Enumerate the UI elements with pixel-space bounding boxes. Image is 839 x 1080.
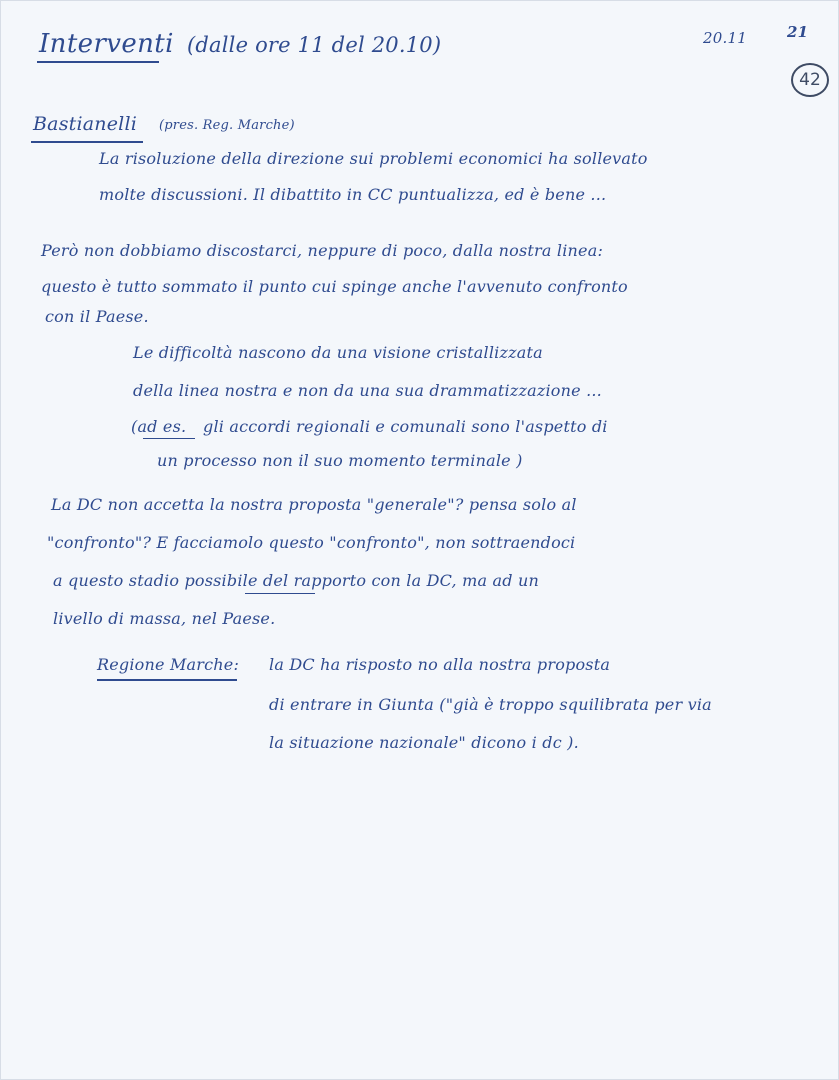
paragraph-line: la situazione nazionale" dicono i dc ).	[269, 733, 579, 752]
paragraph-line: livello di massa, nel Paese.	[53, 609, 276, 628]
title-note: (dalle ore 11 del 20.10)	[187, 33, 442, 57]
title-underline	[37, 61, 159, 63]
paragraph-line: molte discussioni. Il dibattito in CC puntualizza, ed è bene ...	[99, 185, 607, 204]
circled-number-text: 42	[799, 70, 821, 90]
speaker-role: (pres. Reg. Marche)	[159, 118, 295, 133]
paragraph-line: la DC ha risposto no alla nostra proposta	[269, 655, 611, 674]
paragraph-line: un processo non il suo momento terminale )	[157, 451, 523, 470]
page-mark: 21	[787, 23, 809, 41]
paragraph-line: gli accordi regionali e comunali sono l'aspetto di	[203, 417, 608, 436]
paragraph-line-example-label: (ad es.	[131, 417, 187, 436]
paragraph-line: di entrare in Giunta ("già è troppo squilibrata per via	[269, 695, 712, 714]
paragraph-line: con il Paese.	[45, 307, 149, 326]
speaker-underline	[31, 141, 143, 143]
region-label: Regione Marche:	[97, 655, 240, 674]
paragraph-line: La risoluzione della direzione sui problemi economici ha sollevato	[99, 149, 648, 168]
paragraph-line: questo è tutto sommato il punto cui spinge anche l'avvenuto confronto	[41, 277, 628, 296]
paragraph-line: "confronto"? E facciamolo questo "confronto", non sottraendoci	[47, 533, 576, 552]
possible-underline	[245, 593, 315, 594]
circled-page-number	[791, 63, 829, 97]
paragraph-line: Le difficoltà nascono da una visione cristallizzata	[133, 343, 543, 362]
region-underline	[97, 679, 237, 681]
paragraph-line: Però non dobbiamo discostarci, neppure di poco, dalla nostra linea:	[41, 241, 604, 260]
paragraph-line: a questo stadio possibile del rapporto con la DC, ma ad un	[53, 571, 539, 590]
page-title: Interventi	[39, 29, 174, 59]
example-underline	[143, 438, 195, 439]
speaker-name: Bastianelli	[33, 113, 137, 135]
paragraph-line: La DC non accetta la nostra proposta "generale"? pensa solo al	[51, 495, 577, 514]
date-mark: 20.11	[703, 29, 747, 47]
paragraph-line: della linea nostra e non da una sua drammatizzazione ...	[133, 381, 602, 400]
